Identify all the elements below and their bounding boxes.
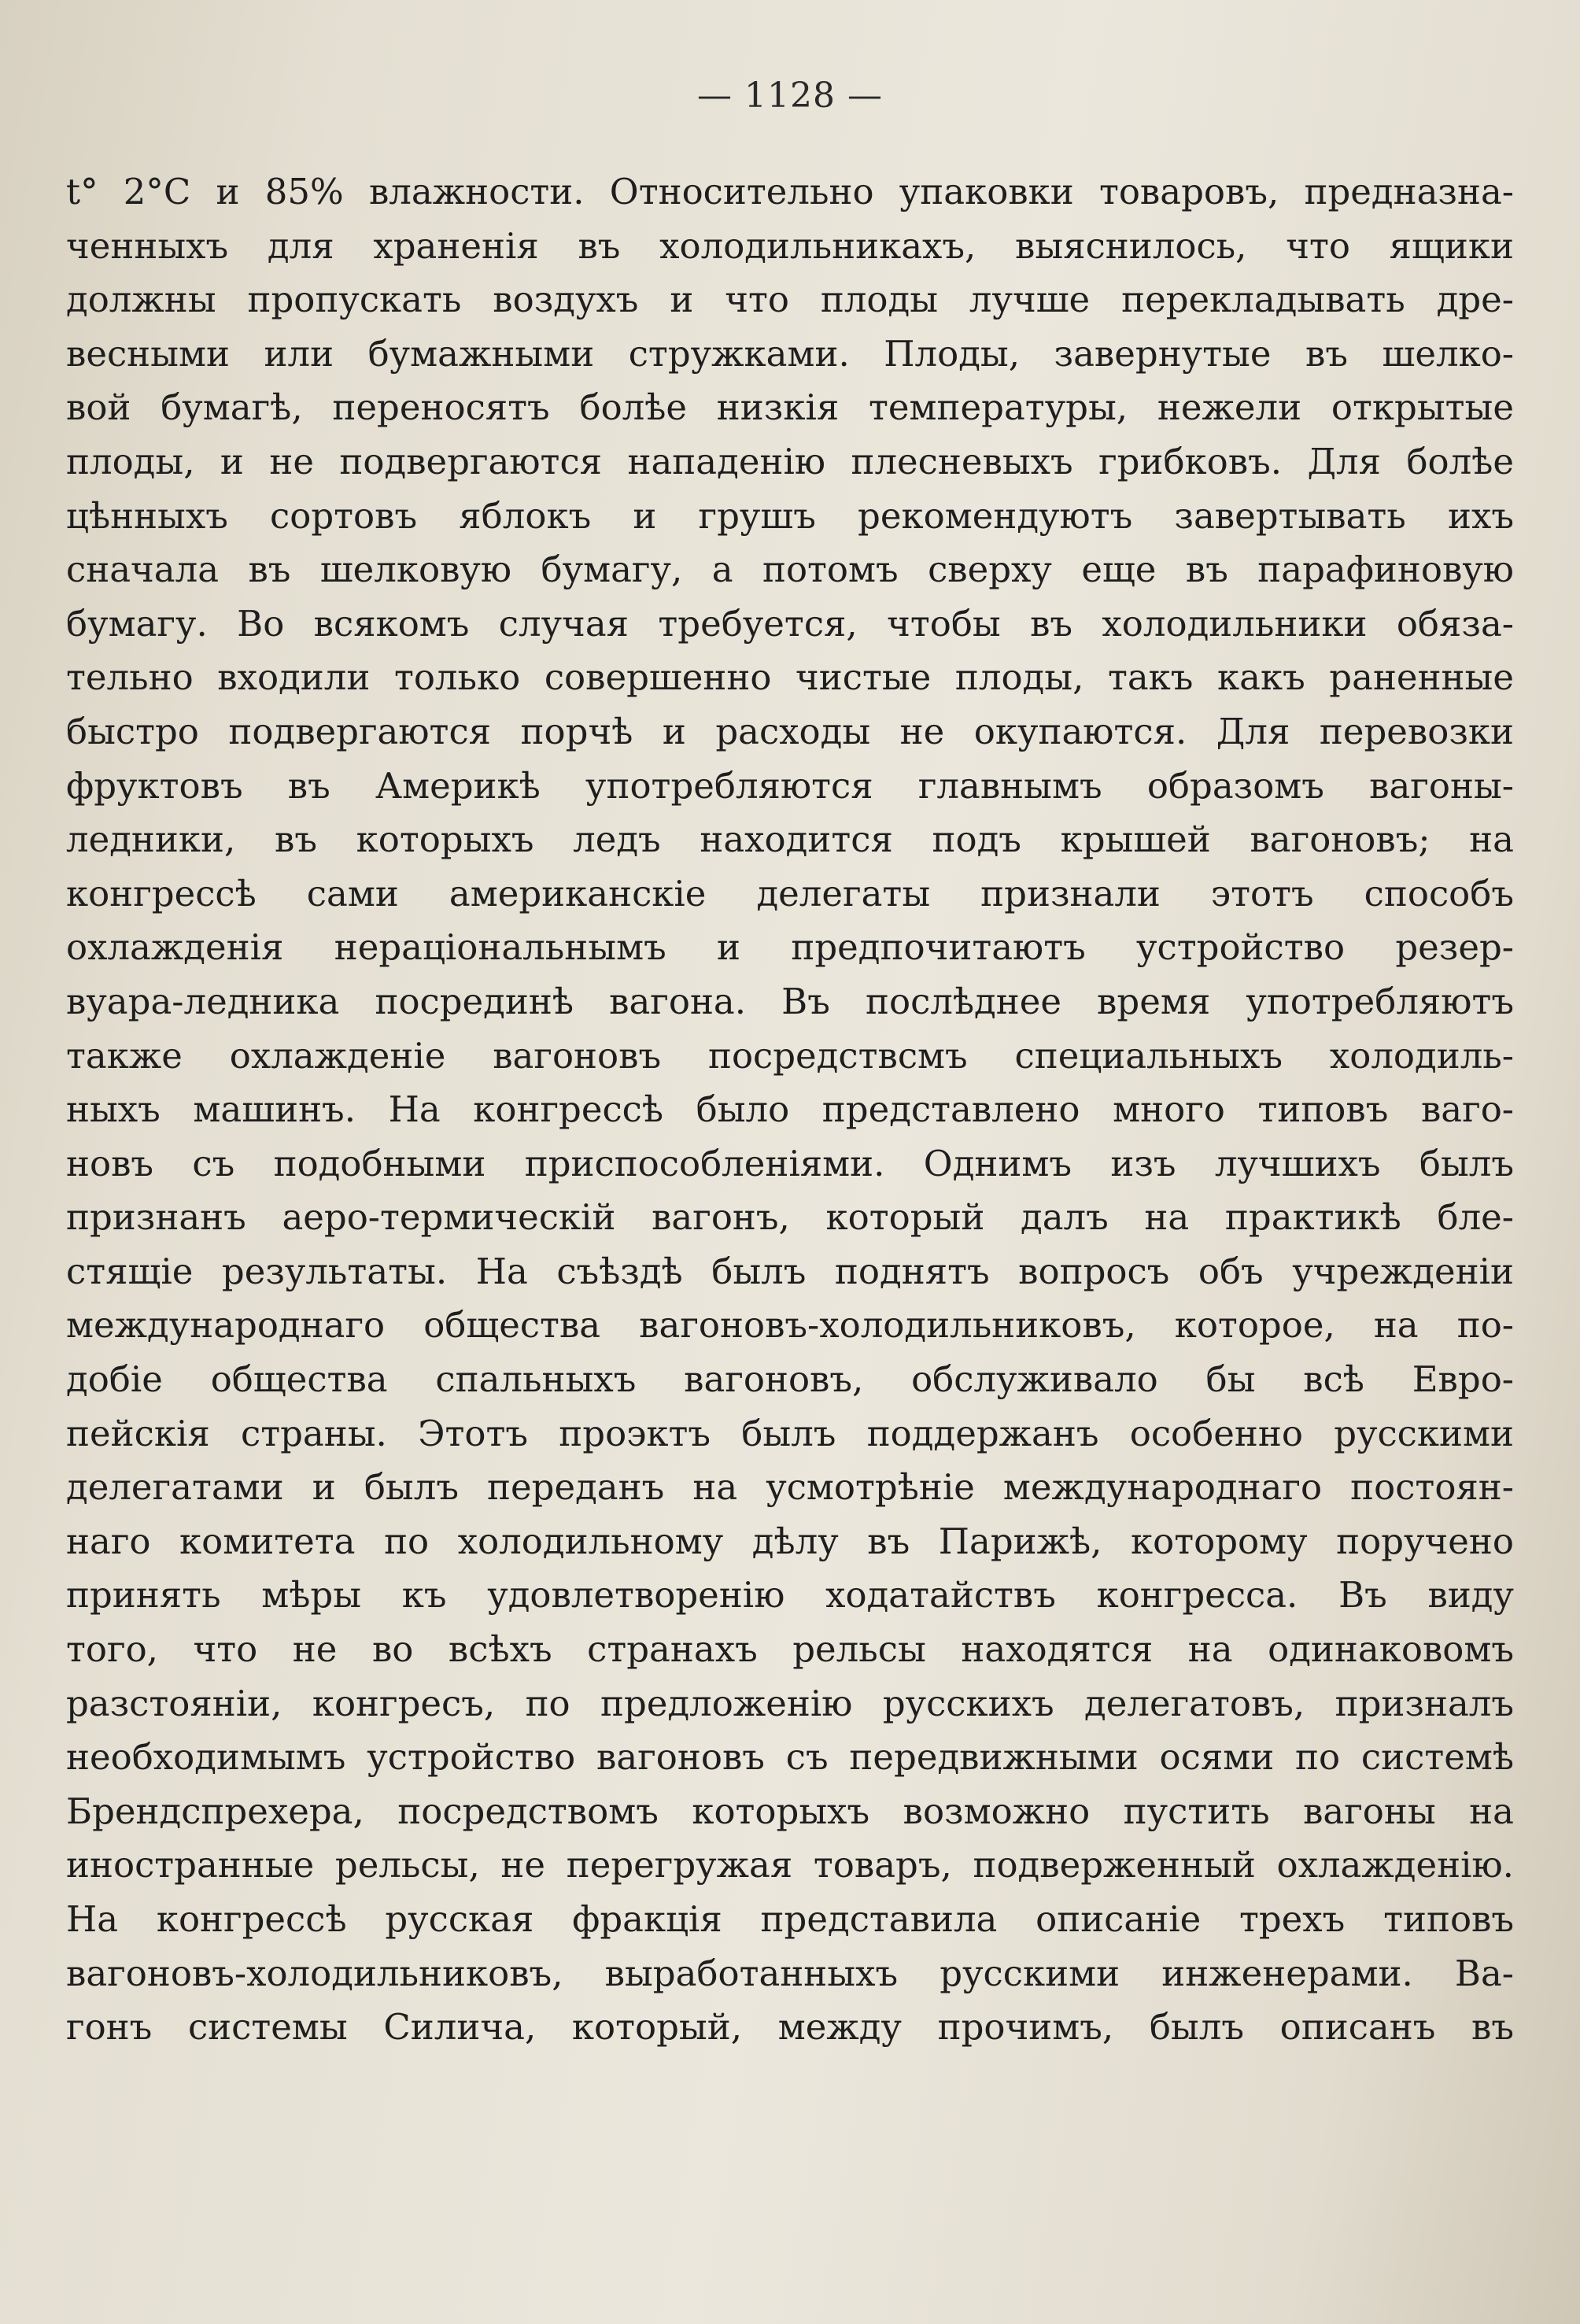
text-line: международнаго общества вагоновъ-холодильниковъ, которое, на по- xyxy=(66,1304,1514,1347)
text-line: охлажденія нераціональнымъ и предпочитаютъ устройство резер- xyxy=(66,926,1514,969)
text-line: Брендспрехера, посредствомъ которыхъ возможно пустить вагоны на xyxy=(66,1790,1514,1832)
text-line: цѣнныхъ сортовъ яблокъ и грушъ рекомендуютъ завертывать ихъ xyxy=(66,494,1514,537)
text-line: бумагу. Во всякомъ случая требуется, чтобы въ холодильники обяза- xyxy=(66,602,1514,645)
text-line: должны пропускать воздухъ и что плоды лучше перекладывать дре- xyxy=(66,279,1514,321)
text-line: На конгрессѣ русская фракція представила описаніе трехъ типовъ xyxy=(66,1898,1514,1940)
text-line: вагоновъ-холодильниковъ, выработанныхъ русскими инженерами. Ва- xyxy=(66,1952,1514,1994)
text-line: t° 2°C и 85% влажности. Относительно упаковки товаровъ, предназна- xyxy=(66,171,1514,212)
text-line: вой бумагѣ, переносятъ болѣе низкія температуры, нежели открытые xyxy=(66,386,1514,429)
text-line: стящіе результаты. На съѣздѣ былъ поднятъ вопросъ объ учрежденіи xyxy=(66,1250,1514,1292)
text-line: новъ съ подобными приспособленіями. Однимъ изъ лучшихъ былъ xyxy=(66,1142,1514,1184)
text-line: ныхъ машинъ. На конгрессѣ было представлено много типовъ ваго- xyxy=(66,1088,1514,1131)
text-line: принять мѣры къ удовлетворенію ходатайствъ конгресса. Въ виду xyxy=(66,1574,1514,1616)
text-line: того, что не во всѣхъ странахъ рельсы находятся на одинаковомъ xyxy=(66,1628,1514,1671)
text-line: вуара-ледника посрединѣ вагона. Въ послѣднее время употребляютъ xyxy=(66,980,1514,1022)
text-line: пейскія страны. Этотъ проэктъ былъ поддержанъ особенно русскими xyxy=(66,1412,1514,1454)
text-line: плоды, и не подвергаются нападенію плесневыхъ грибковъ. Для болѣе xyxy=(66,440,1514,482)
text-line: гонъ системы Силича, который, между прочимъ, былъ описанъ въ xyxy=(66,2006,1514,2049)
text-line: признанъ аеро-термическій вагонъ, который далъ на практикѣ бле- xyxy=(66,1196,1514,1239)
text-line: добіе общества спальныхъ вагоновъ, обслуживало бы всѣ Евро- xyxy=(66,1358,1514,1401)
text-line: делегатами и былъ переданъ на усмотрѣніе международнаго постоян- xyxy=(66,1466,1514,1509)
text-line: конгрессѣ сами американскіе делегаты признали этотъ способъ xyxy=(66,872,1514,914)
page-number: — 1128 — xyxy=(697,76,883,116)
text-line: ченныхъ для храненія въ холодильникахъ, выяснилось, что ящики xyxy=(66,224,1514,267)
text-line: ледники, въ которыхъ ледъ находится подъ крышей вагоновъ; на xyxy=(66,818,1514,861)
text-line: необходимымъ устройство вагоновъ съ передвижными осями по системѣ xyxy=(66,1736,1514,1779)
text-line: также охлажденіе вагоновъ посредствсмъ специальныхъ холодиль- xyxy=(66,1034,1514,1077)
text-line: разстояніи, конгресъ, по предложенію русскихъ делегатовъ, призналъ xyxy=(66,1682,1514,1724)
body-text xyxy=(66,165,1514,2055)
text-line: иностранные рельсы, не перегружая товаръ, подверженный охлажденію. xyxy=(66,1844,1514,1886)
text-line: наго комитета по холодильному дѣлу въ Парижѣ, которому поручено xyxy=(66,1520,1514,1562)
text-line: весными или бумажными стружками. Плоды, завернутые въ шелко- xyxy=(66,332,1514,375)
text-line: сначала въ шелковую бумагу, а потомъ сверху еще въ парафиновую xyxy=(66,549,1514,591)
text-line: быстро подвергаются порчѣ и расходы не окупаются. Для перевозки xyxy=(66,710,1514,752)
text-line: фруктовъ въ Америкѣ употребляются главнымъ образомъ вагоны- xyxy=(66,764,1514,807)
text-line: тельно входили только совершенно чистые плоды, такъ какъ раненные xyxy=(66,656,1514,699)
